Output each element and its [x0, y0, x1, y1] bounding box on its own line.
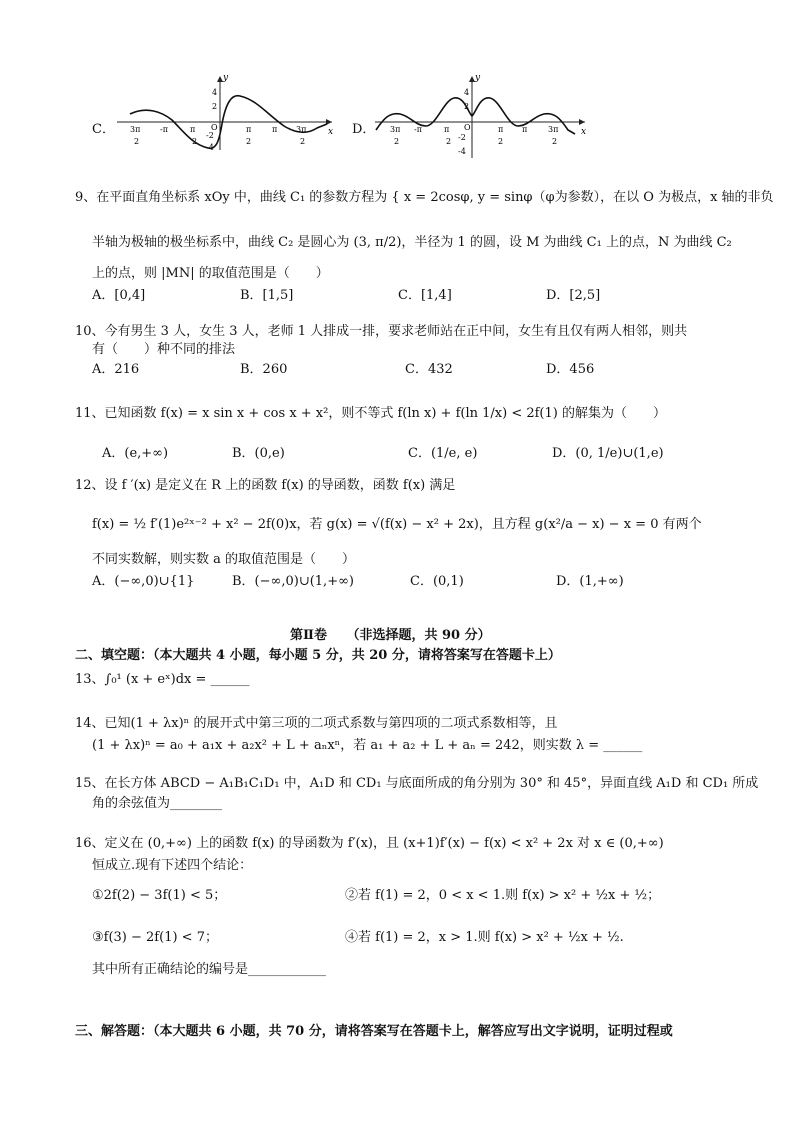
q12-option-d: D．(1,+∞)	[556, 574, 624, 589]
q10-option-d: D．456	[546, 362, 595, 377]
d-tick-p3pi: 3π	[548, 125, 559, 134]
q16-conclusion-1: ①2f(2) − 3f(1) < 5；	[92, 888, 227, 903]
c-tick-p3pi-den: 2	[300, 137, 306, 146]
c-tick-4: 4	[212, 88, 218, 97]
c-tick-m2: -2	[206, 131, 214, 140]
section3-title: 三、解答题：（本大题共 6 小题，共 70 分，请将答案写在答题卡上，解答应写出文字说明，证明过程或	[75, 1024, 673, 1039]
q16-line1: 16、定义在 (0,+∞) 上的函数 f(x) 的导函数为 f′(x)，且 (x+1)f′(x) − f(x) < x² + 2x 对 x ∈ (0,+∞)	[75, 836, 664, 851]
q14-line2: (1 + λx)ⁿ = a₀ + a₁x + a₂x² + L + aₙxⁿ，若 a₁ + a₂ + L + aₙ = 242，则实数 λ = ______	[92, 738, 643, 753]
q9-option-d: D．[2,5]	[546, 288, 601, 303]
d-origin: O	[464, 123, 471, 132]
d-tick-npi: -π	[414, 125, 422, 134]
q11-line1: 11、已知函数 f(x) = x sin x + cos x + x²，则不等式 f(ln x) + f(ln 1/x) < 2f(1) 的解集为（ ）	[75, 406, 666, 421]
c-tick-ppi2: π	[246, 125, 252, 134]
option-c-graph	[112, 72, 337, 152]
q15-line1: 15、在长方体 ABCD − A₁B₁C₁D₁ 中，A₁D 和 CD₁ 与底面所成的角分别为 30° 和 45°，异面直线 A₁D 和 CD₁ 所成	[75, 776, 759, 791]
q13-line: 13、∫₀¹ (x + eˣ)dx = ______	[75, 672, 250, 687]
option-d-label: D．	[352, 122, 376, 137]
q10-option-c: C．432	[405, 362, 453, 377]
q10-option-b: B．260	[240, 362, 288, 377]
q9-option-c: C．[1,4]	[398, 288, 452, 303]
q10-option-a: A．216	[92, 362, 140, 377]
q15-line2: 角的余弦值为________	[92, 796, 223, 811]
d-tick-ppi2: π	[498, 125, 504, 134]
q12-line2: f(x) = ½ f′(1)e²ˣ⁻² + x² − 2f(0)x，若 g(x) = √(f(x) − x² + 2x)，且方程 g(x²/a − x) − x = 0 有两个	[92, 517, 702, 532]
q11-option-a: A．(e,+∞)	[102, 446, 169, 461]
d-axis-y: y	[475, 73, 481, 83]
q16-line-last: 其中所有正确结论的编号是____________	[92, 962, 327, 977]
q16-conclusion-2: ②若 f(1) = 2，0 < x < 1.则 f(x) > x² + ½x + ½；	[345, 888, 661, 903]
d-tick-p3pi-den: 2	[552, 137, 558, 146]
d-tick-npi2: π	[444, 125, 450, 134]
q11-option-d: D．(0, 1/e)∪(1,e)	[552, 446, 664, 461]
c-tick-ppi: π	[272, 125, 278, 134]
part2-title: 第Ⅱ卷 （非选择题，共 90 分）	[290, 628, 491, 643]
q12-line3: 不同实数解，则实数 a 的取值范围是（ ）	[92, 552, 356, 567]
d-tick-n3pi: 3π	[390, 125, 401, 134]
q9-option-b: B．[1,5]	[240, 288, 294, 303]
q9-line3: 上的点，则 |MN| 的取值范围是（ ）	[92, 266, 329, 281]
q14-line1: 14、已知(1 + λx)ⁿ 的展开式中第三项的二项式系数与第四项的二项式系数相等，且	[75, 716, 558, 731]
q9-line2: 半轴为极轴的极坐标系中，曲线 C₂ 是圆心为 (3, π/2)，半径为 1 的圆，设 M 为曲线 C₁ 上的点，N 为曲线 C₂	[92, 235, 732, 250]
d-tick-4: 4	[464, 88, 470, 97]
d-tick-ppi2-den: 2	[498, 137, 504, 146]
section2-title: 二、填空题：（本大题共 4 小题，每小题 5 分，共 20 分，请将答案写在答题卡上）	[75, 648, 561, 663]
d-tick-ppi: π	[522, 125, 528, 134]
d-tick-m2: -2	[458, 133, 466, 142]
q16-conclusion-4: ④若 f(1) = 2，x > 1.则 f(x) > x² + ½x + ½.	[345, 930, 624, 945]
q9-option-a: A．[0,4]	[92, 288, 146, 303]
c-axis-y: y	[223, 73, 229, 83]
q12-line1: 12、设 f ′(x) 是定义在 R 上的函数 f(x) 的导函数，函数 f(x) 满足	[75, 478, 456, 493]
c-tick-npi: -π	[160, 125, 168, 134]
q11-option-b: B．(0,e)	[232, 446, 285, 461]
c-tick-npi2: π	[190, 125, 196, 134]
q10-line2: 有（ ）种不同的排法	[92, 342, 236, 357]
c-origin: O	[211, 123, 218, 132]
d-tick-npi2-den: 2	[446, 137, 452, 146]
option-d-graph	[370, 72, 592, 160]
d-tick-2: 2	[464, 102, 470, 111]
q16-conclusion-3: ③f(3) − 2f(1) < 7；	[92, 930, 218, 945]
c-tick-n3pi-den: 2	[134, 137, 140, 146]
c-tick-m4: -4	[206, 143, 214, 152]
q12-option-b: B．(−∞,0)∪(1,+∞)	[232, 574, 354, 589]
d-tick-n3pi-den: 2	[394, 137, 400, 146]
c-axis-x: x	[328, 127, 334, 137]
c-tick-ppi2-den: 2	[246, 137, 252, 146]
q12-option-a: A．(−∞,0)∪{1}	[92, 574, 195, 589]
q10-line1: 10、今有男生 3 人，女生 3 人，老师 1 人排成一排，要求老师站在正中间，女生有且仅有两人相邻，则共	[75, 324, 688, 339]
q16-line2: 恒成立.现有下述四个结论：	[92, 858, 253, 873]
d-axis-x: x	[581, 127, 587, 137]
c-tick-2: 2	[212, 102, 218, 111]
c-tick-npi2-den: 2	[192, 137, 198, 146]
q12-option-c: C．(0,1)	[410, 574, 464, 589]
c-tick-p3pi: 3π	[296, 125, 307, 134]
d-tick-m4: -4	[458, 147, 466, 156]
option-c-label: C．	[92, 122, 115, 137]
c-tick-n3pi: 3π	[130, 125, 141, 134]
q9-line1: 9、在平面直角坐标系 xOy 中，曲线 C₁ 的参数方程为 { x = 2cosφ, y = sinφ（φ为参数），在以 O 为极点，x 轴的非负	[75, 190, 774, 205]
q11-option-c: C．(1/e, e)	[408, 446, 478, 461]
